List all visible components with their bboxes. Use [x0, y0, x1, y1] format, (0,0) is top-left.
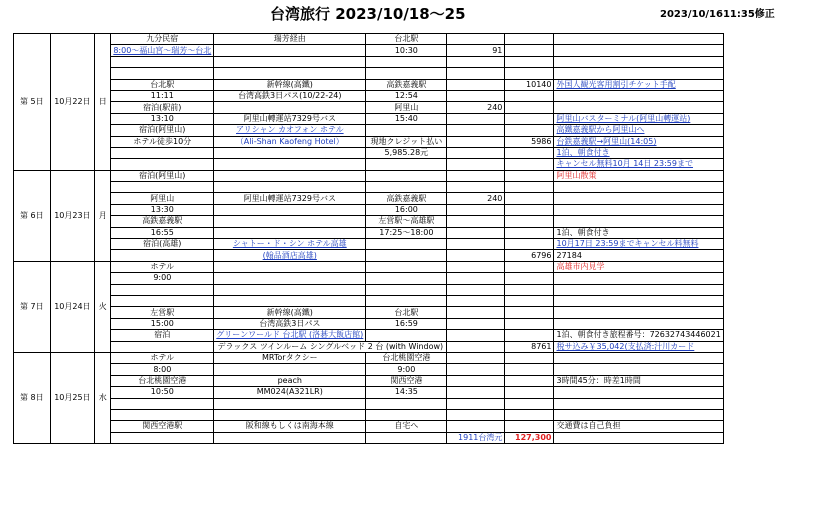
- cell: [447, 273, 505, 284]
- cell: [447, 125, 505, 136]
- cell: 1泊、朝食付き: [554, 227, 723, 238]
- cell: 1911台湾元: [447, 432, 505, 443]
- cell: [111, 182, 214, 193]
- table-row: [14, 330, 821, 341]
- cell: 関西空港駅: [111, 421, 214, 432]
- table-row: [14, 227, 821, 238]
- cell: 新幹線(高鐵): [214, 307, 366, 318]
- revision-date: 2023/10/1611:35修正: [660, 9, 775, 20]
- cell: [554, 216, 723, 227]
- cell: 14:35: [366, 387, 447, 398]
- table-row: [14, 284, 821, 295]
- cell: [366, 239, 447, 250]
- cell: [447, 182, 505, 193]
- cell: [111, 250, 214, 261]
- cell: [505, 113, 554, 124]
- cell: 8:00: [111, 364, 214, 375]
- cell[interactable]: 阿里山バスターミナル(阿里山轉運站): [554, 113, 723, 124]
- cell: 15:40: [366, 113, 447, 124]
- day-label: 第 7日: [14, 261, 51, 352]
- cell: [505, 102, 554, 113]
- cell: 宿泊: [111, 330, 214, 341]
- cell: 15:00: [111, 318, 214, 329]
- cell: 交通費は自己負担: [554, 421, 723, 432]
- cell: [554, 204, 723, 215]
- cell: 10:30: [366, 45, 447, 56]
- cell: [447, 216, 505, 227]
- cell: 10140: [505, 79, 554, 90]
- cell: [505, 204, 554, 215]
- cell: [366, 261, 447, 272]
- cell: 8761: [505, 341, 554, 352]
- cell: [214, 56, 366, 67]
- cell: [554, 352, 723, 363]
- cell: [554, 56, 723, 67]
- cell: [447, 364, 505, 375]
- cell: [214, 409, 366, 420]
- cell: 台湾高鉄3日パス: [214, 318, 366, 329]
- cell: [505, 352, 554, 363]
- table-row: [14, 239, 821, 250]
- cell: [447, 375, 505, 386]
- cell: [447, 409, 505, 420]
- cell: [554, 432, 723, 443]
- cell: 自宅へ: [366, 421, 447, 432]
- cell: [214, 261, 366, 272]
- cell: 17:25〜18:00: [366, 227, 447, 238]
- cell: [554, 68, 723, 79]
- cell: 阿里山: [111, 193, 214, 204]
- cell: [554, 102, 723, 113]
- cell[interactable]: 1泊、朝食付き: [554, 147, 723, 158]
- cell: [111, 398, 214, 409]
- table-row: [14, 56, 821, 67]
- table-row: [14, 193, 821, 204]
- cell: 台北駅: [366, 34, 447, 45]
- cell: 高鉄嘉義駅: [366, 193, 447, 204]
- cell: [505, 307, 554, 318]
- cell: [505, 170, 554, 181]
- cell: [214, 398, 366, 409]
- cell: [505, 318, 554, 329]
- cell: [111, 432, 214, 443]
- cell: [366, 250, 447, 261]
- cell: [447, 136, 505, 147]
- cell: [505, 45, 554, 56]
- day-weekday: 水: [95, 352, 111, 443]
- cell: [111, 56, 214, 67]
- cell: [447, 307, 505, 318]
- page-title: 台湾旅行 2023/10/18〜25: [270, 5, 466, 23]
- table-row: [14, 216, 821, 227]
- cell: MRTorタクシー: [214, 352, 366, 363]
- table-row: [14, 375, 821, 386]
- cell: [366, 170, 447, 181]
- day-label: 第 8日: [14, 352, 51, 443]
- cell: [505, 90, 554, 101]
- table-row: [14, 409, 821, 420]
- cell: デラックス ツインルーム シングルベッド 2 台 (with Window): [214, 341, 447, 352]
- cell: 左営駅: [111, 307, 214, 318]
- cell: 6796: [505, 250, 554, 261]
- cell[interactable]: アリシャン カオフォン ホテル: [214, 125, 366, 136]
- cell: [447, 261, 505, 272]
- cell: 9:00: [111, 273, 214, 284]
- cell: [214, 68, 366, 79]
- cell: 1泊、朝食付き旅程番号：72632743446021: [554, 330, 723, 341]
- table-row: [14, 364, 821, 375]
- day-date: 10月23日: [50, 170, 94, 261]
- cell: [447, 90, 505, 101]
- cell: 阿里山散策: [554, 170, 723, 181]
- cell: 高鉄嘉義駅: [366, 79, 447, 90]
- table-row: [14, 352, 821, 363]
- cell: [214, 170, 366, 181]
- table-row: [14, 147, 821, 158]
- cell: [366, 125, 447, 136]
- cell: [447, 56, 505, 67]
- table-row: [14, 113, 821, 124]
- cell: [505, 125, 554, 136]
- cell: 16:00: [366, 204, 447, 215]
- cell: 3時間45分：時差1時間: [554, 375, 723, 386]
- cell: [366, 273, 447, 284]
- cell: [554, 34, 723, 45]
- cell: 左営駅〜高雄駅: [366, 216, 447, 227]
- table-row: [14, 125, 821, 136]
- cell[interactable]: 外国人観光客用割引チケット手配: [554, 79, 723, 90]
- cell: [366, 409, 447, 420]
- cell: [214, 204, 366, 215]
- table-row: [14, 102, 821, 113]
- cell: [366, 159, 447, 170]
- table-row: [14, 34, 821, 45]
- cell: 宿泊(阿里山): [111, 170, 214, 181]
- cell: [111, 341, 214, 352]
- cell: [366, 295, 447, 306]
- cell: [447, 147, 505, 158]
- cell: [505, 239, 554, 250]
- cell: 10:50: [111, 387, 214, 398]
- cell: [214, 159, 366, 170]
- cell: [505, 68, 554, 79]
- cell[interactable]: グリーンワールド 台北駅 (洛碁大飯店館): [214, 330, 366, 341]
- cell: [505, 364, 554, 375]
- table-row: [14, 45, 821, 56]
- table-row: [14, 295, 821, 306]
- cell: [447, 239, 505, 250]
- cell[interactable]: キャンセル無料10月 14日 23:59まで: [554, 159, 723, 170]
- cell: （Ali-Shan Kaofeng Hotel）: [214, 136, 366, 147]
- cell: [554, 193, 723, 204]
- cell: [447, 250, 505, 261]
- cell: [447, 79, 505, 90]
- cell: 台湾高鉄3日パス(10/22-24): [214, 90, 366, 101]
- cell: 関西空港: [366, 375, 447, 386]
- table-row: [14, 90, 821, 101]
- cell: [554, 284, 723, 295]
- cell[interactable]: 高鐵嘉義駅から阿里山へ: [554, 125, 723, 136]
- cell: 宿泊(駅前): [111, 102, 214, 113]
- cell: [554, 307, 723, 318]
- cell: [214, 227, 366, 238]
- cell: [505, 216, 554, 227]
- table-row: [14, 421, 821, 432]
- day-weekday: 月: [95, 170, 111, 261]
- cell: [554, 273, 723, 284]
- cell: peach: [214, 375, 366, 386]
- cell: 13:10: [111, 113, 214, 124]
- cell: [505, 330, 554, 341]
- day-weekday: 火: [95, 261, 111, 352]
- table-row: [14, 159, 821, 170]
- table-row: [14, 307, 821, 318]
- cell: [554, 182, 723, 193]
- table-row: [14, 341, 821, 352]
- cell: 13:30: [111, 204, 214, 215]
- cell: [505, 398, 554, 409]
- day-label: 第 6日: [14, 170, 51, 261]
- cell: [505, 193, 554, 204]
- cell: 高雄市内見学: [554, 261, 723, 272]
- cell: [214, 182, 366, 193]
- cell: [505, 56, 554, 67]
- cell: 27184: [554, 250, 723, 261]
- cell: [366, 68, 447, 79]
- cell: [554, 409, 723, 420]
- day-label: 第 5日: [14, 34, 51, 171]
- cell: [505, 182, 554, 193]
- table-row: [14, 318, 821, 329]
- cell: 現地クレジット払い: [366, 136, 447, 147]
- table-row: [14, 273, 821, 284]
- cell: [111, 147, 214, 158]
- cell: [447, 68, 505, 79]
- table-row: [14, 68, 821, 79]
- cell: [214, 273, 366, 284]
- cell: [505, 159, 554, 170]
- cell: [447, 113, 505, 124]
- cell: [505, 409, 554, 420]
- cell: 阿里山: [366, 102, 447, 113]
- table-row: [14, 170, 821, 181]
- cell: [505, 387, 554, 398]
- table-row: [14, 79, 821, 90]
- cell: [505, 295, 554, 306]
- cell: [366, 398, 447, 409]
- day-weekday: 日: [95, 34, 111, 171]
- table-row: [14, 261, 821, 272]
- cell: ホテル: [111, 352, 214, 363]
- cell: 16:55: [111, 227, 214, 238]
- cell: 阿里山轉運站7329号バス: [214, 193, 366, 204]
- day-date: 10月24日: [50, 261, 94, 352]
- cell: [214, 295, 366, 306]
- cell: [554, 387, 723, 398]
- cell: [447, 284, 505, 295]
- cell: [111, 159, 214, 170]
- cell[interactable]: (翰品酒店高雄): [214, 250, 366, 261]
- cell: [111, 295, 214, 306]
- cell: [505, 421, 554, 432]
- cell: 11:11: [111, 90, 214, 101]
- table-row: [14, 136, 821, 147]
- cell: [447, 295, 505, 306]
- cell: 16:59: [366, 318, 447, 329]
- cell[interactable]: 税サ込み￥35,042(支払済:汁川カード: [554, 341, 723, 352]
- cell: [214, 216, 366, 227]
- cell: 5,985.28元: [366, 147, 447, 158]
- cell: [554, 45, 723, 56]
- cell: 高鉄嘉義駅: [111, 216, 214, 227]
- cell: 瑞芳経由: [214, 34, 366, 45]
- cell: [554, 398, 723, 409]
- cell: 9:00: [366, 364, 447, 375]
- cell: [554, 295, 723, 306]
- cell: [554, 90, 723, 101]
- cell: [447, 170, 505, 181]
- cell: [366, 284, 447, 295]
- cell: [505, 261, 554, 272]
- cell: [554, 364, 723, 375]
- table-row: [14, 204, 821, 215]
- cell: [447, 341, 505, 352]
- cell: [366, 182, 447, 193]
- cell: 宿泊(高雄): [111, 239, 214, 250]
- cell: [447, 227, 505, 238]
- cell: [505, 147, 554, 158]
- cell: [214, 147, 366, 158]
- cell: [447, 421, 505, 432]
- cell: 91: [447, 45, 505, 56]
- cell: [447, 159, 505, 170]
- cell[interactable]: 8:00〜福山宮〜瑞芳〜台北: [111, 45, 214, 56]
- table-row: [14, 250, 821, 261]
- cell: [447, 387, 505, 398]
- cell: [214, 102, 366, 113]
- cell: [505, 284, 554, 295]
- table-row: [14, 398, 821, 409]
- cell: [505, 34, 554, 45]
- cell: [111, 68, 214, 79]
- cell: [505, 273, 554, 284]
- cell: 5986: [505, 136, 554, 147]
- cell: ホテル: [111, 261, 214, 272]
- cell: [111, 409, 214, 420]
- cell[interactable]: シャトー・ド・シン ホテル高雄: [214, 239, 366, 250]
- cell: 127,300: [505, 432, 554, 443]
- cell: [366, 432, 447, 443]
- cell: [447, 34, 505, 45]
- table-row: [14, 387, 821, 398]
- cell: [366, 330, 447, 341]
- day-date: 10月25日: [50, 352, 94, 443]
- cell: [214, 284, 366, 295]
- itinerary-table: [13, 33, 821, 444]
- cell: 台北駅: [111, 79, 214, 90]
- cell: [214, 364, 366, 375]
- cell: 240: [447, 102, 505, 113]
- cell: [447, 398, 505, 409]
- cell: [505, 375, 554, 386]
- cell: 阿里山轉運站7329号バス: [214, 113, 366, 124]
- table-row: [14, 182, 821, 193]
- cell: [214, 45, 366, 56]
- cell: [366, 56, 447, 67]
- cell: [447, 352, 505, 363]
- table-row: [14, 432, 821, 443]
- cell: [554, 318, 723, 329]
- cell: 台北桃園空港: [366, 352, 447, 363]
- cell: 台北駅: [366, 307, 447, 318]
- cell: [214, 432, 366, 443]
- day-date: 10月22日: [50, 34, 94, 171]
- cell: 240: [447, 193, 505, 204]
- cell: [447, 330, 505, 341]
- cell: ホテル徒歩10分: [111, 136, 214, 147]
- cell: [505, 227, 554, 238]
- cell[interactable]: 10月17日 23:59までキャンセル料無料: [554, 239, 723, 250]
- cell: [111, 284, 214, 295]
- cell: [447, 204, 505, 215]
- cell: 阪和線もしくは南海本線: [214, 421, 366, 432]
- cell: MM024(A321LR): [214, 387, 366, 398]
- cell: 台北桃園空港: [111, 375, 214, 386]
- cell[interactable]: 台鉄嘉義駅→阿里山(14:05): [554, 136, 723, 147]
- cell: 九分民宿: [111, 34, 214, 45]
- cell: [447, 318, 505, 329]
- cell: 12:54: [366, 90, 447, 101]
- cell: 宿泊(阿里山): [111, 125, 214, 136]
- cell: 新幹線(高鐵): [214, 79, 366, 90]
